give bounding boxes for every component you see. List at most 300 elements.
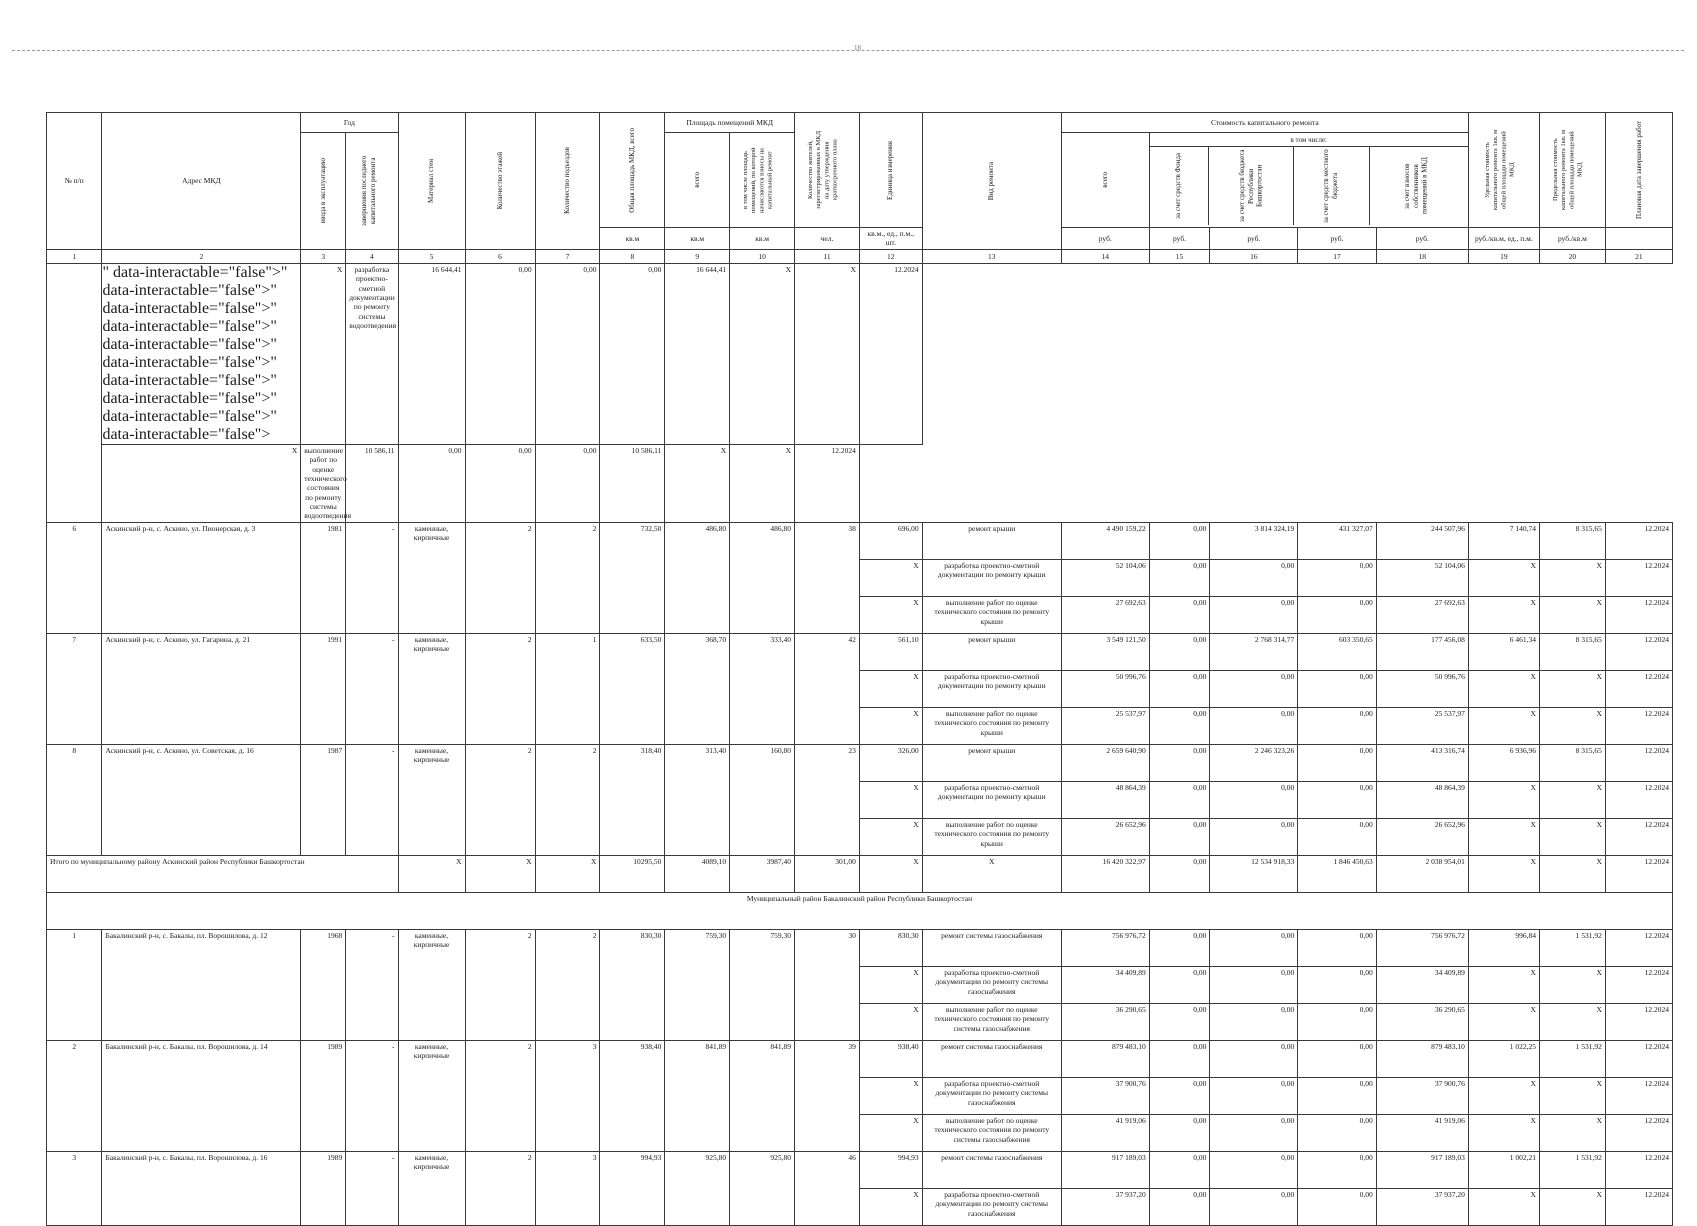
unit-cell: 994,93: [859, 1151, 922, 1188]
col-number: 10: [730, 249, 795, 263]
specific-cost-cell: X: [1468, 818, 1539, 855]
unit-cell: X: [859, 966, 922, 1003]
total-residents: 301,00: [795, 855, 860, 892]
cost-owners-cell: 50 996,76: [1376, 670, 1468, 707]
plan-date-cell: 12.2024: [1605, 781, 1672, 818]
residents-cell: 39: [795, 1040, 860, 1151]
unit-cell: 830,30: [859, 929, 922, 966]
max-cost-cell: X: [795, 263, 860, 444]
cost-local-cell: 0,00: [1298, 1188, 1376, 1225]
cost-fund-cell: 0,00: [1149, 1114, 1210, 1151]
year-cell: 1989: [301, 1040, 346, 1151]
cost-owners-cell: 756 976,72: [1376, 929, 1468, 966]
cost-total-cell: 879 483,10: [1061, 1040, 1149, 1077]
cost-republic-cell: 0,00: [1210, 818, 1298, 855]
table-row: [47, 444, 1673, 522]
unit-cell: X: [859, 1188, 922, 1225]
repair-type-cell: выполнение работ по оценке технического состояния по ремонту системы водоотведения: [301, 444, 346, 522]
max-cost-cell: X: [1539, 670, 1605, 707]
area-all-cell: 313,40: [665, 744, 730, 855]
hdr-repair-type: Вид ремонта: [987, 161, 996, 200]
specific-cost-cell: X: [1468, 1003, 1539, 1040]
last-repair-cell: -: [346, 744, 398, 855]
cost-republic-cell: 0,00: [1210, 596, 1298, 633]
max-cost-cell: X: [1539, 559, 1605, 596]
area-all-cell: 486,80: [665, 522, 730, 633]
cost-owners-cell: 34 409,89: [1376, 966, 1468, 1003]
year-cell: 1968: [301, 929, 346, 1040]
cost-fund-cell: 0,00: [1149, 781, 1210, 818]
address-cell: Бакалинский р-н, с. Бакалы, пл. Ворошилова, д. 14: [102, 1040, 301, 1151]
repair-type-cell: разработка проектно-сметной документации по ремонту системы газоснабжения: [922, 1077, 1061, 1114]
house-number-cell: 7: [47, 633, 102, 744]
cost-fund-cell: 0,00: [1149, 1151, 1210, 1188]
total-date: 12.2024: [1605, 855, 1672, 892]
unit-cell: X: [859, 707, 922, 744]
repair-type-cell: выполнение работ по оценке технического состояния по ремонту системы газоснабжения: [922, 1114, 1061, 1151]
cost-republic-cell: 0,00: [1210, 781, 1298, 818]
cost-republic-cell: 0,00: [1210, 966, 1298, 1003]
cost-total-cell: 25 537,97: [1061, 707, 1149, 744]
specific-cost-cell: X: [1468, 559, 1539, 596]
cost-total-cell: 2 659 640,90: [1061, 744, 1149, 781]
cost-republic-cell: 2 246 323,26: [1210, 744, 1298, 781]
cost-total-cell: 41 919,06: [1061, 1114, 1149, 1151]
hdr-unit-sqm-total: кв.м: [600, 228, 665, 250]
cost-republic-cell: 0,00: [1210, 1114, 1298, 1151]
specific-cost-cell: X: [1468, 707, 1539, 744]
hdr-specific-cost: Удельная стоимость капитального ремонта 1кв. м общей площади помещений МКД: [1483, 129, 1516, 211]
total-republic: 12 534 918,33: [1210, 855, 1298, 892]
cost-fund-cell: 0,00: [1149, 966, 1210, 1003]
cost-owners-cell: 52 104,06: [1376, 559, 1468, 596]
repair-type-cell: разработка проектно-сметной документации по ремонту крыши: [922, 781, 1061, 818]
repair-type-cell: разработка проектно-сметной документации по ремонту системы газоснабжения: [922, 1188, 1061, 1225]
unit-cell: X: [859, 670, 922, 707]
cost-local-cell: 0,00: [1298, 559, 1376, 596]
house-number-cell: 8: [47, 744, 102, 855]
cost-local-cell: 0,00: [535, 444, 600, 522]
material-cell: каменные, кирпичные: [398, 522, 465, 633]
col-number: 11: [795, 249, 860, 263]
cost-total-cell: 27 692,63: [1061, 596, 1149, 633]
total-area-cell: 938,40: [600, 1040, 665, 1151]
unit-cell: 326,00: [859, 744, 922, 781]
cost-local-cell: 0,00: [1298, 1040, 1376, 1077]
plan-date-cell: 12.2024: [1605, 818, 1672, 855]
col-number: 17: [1298, 249, 1376, 263]
specific-cost-cell: 6 936,96: [1468, 744, 1539, 781]
last-repair-cell: -: [346, 929, 398, 1040]
hdr-unit-max: руб./кв.м: [1539, 228, 1605, 250]
cost-total-cell: 26 652,96: [1061, 818, 1149, 855]
cost-fund-cell: 0,00: [1149, 670, 1210, 707]
total-area-cell: 633,50: [600, 633, 665, 744]
total-material: X: [398, 855, 465, 892]
cost-fund-cell: 0,00: [1149, 596, 1210, 633]
year-cell: 1991: [301, 633, 346, 744]
hdr-unit-rub-total: руб.: [1061, 228, 1149, 250]
hdr-entrances: Количество подъездов: [563, 147, 572, 215]
unit-cell: X: [859, 1077, 922, 1114]
total-label: Итого по муниципальному району Аскинский район Республики Башкортостан: [47, 855, 399, 892]
unit-cell: 938,40: [859, 1040, 922, 1077]
repair-type-cell: выполнение работ по оценке технического состояния по ремонту крыши: [922, 818, 1061, 855]
table-row: [47, 522, 1673, 559]
total-entrances: X: [535, 855, 600, 892]
cost-owners-cell: 177 456,08: [1376, 633, 1468, 670]
repair-type-cell: разработка проектно-сметной документации по ремонту крыши: [922, 670, 1061, 707]
entrances-cell: 3: [535, 1040, 600, 1151]
col-number: 9: [665, 249, 730, 263]
table-row: [47, 744, 1673, 781]
specific-cost-cell: 1 002,21: [1468, 1151, 1539, 1188]
cost-republic-cell: 0,00: [465, 444, 535, 522]
cost-total-cell: 756 976,72: [1061, 929, 1149, 966]
cost-total-cell: 917 189,03: [1061, 1151, 1149, 1188]
specific-cost-cell: 996,84: [1468, 929, 1539, 966]
specific-cost-cell: X: [665, 444, 730, 522]
house-number-cell: 2: [47, 1040, 102, 1151]
repair-type-cell: ремонт крыши: [922, 744, 1061, 781]
floors-cell: 2: [465, 929, 535, 1040]
unit-cell: 696,00: [859, 522, 922, 559]
cost-local-cell: 0,00: [1298, 670, 1376, 707]
specific-cost-cell: X: [1468, 1188, 1539, 1225]
repair-type-cell: ремонт системы газоснабжения: [922, 1151, 1061, 1188]
repair-type-cell: ремонт крыши: [922, 522, 1061, 559]
area-residential-cell: 841,89: [730, 1040, 795, 1151]
max-cost-cell: 1 531,92: [1539, 1151, 1605, 1188]
unit-cell: X: [859, 818, 922, 855]
cost-total-cell: 4 490 159,22: [1061, 522, 1149, 559]
house-number-cell: 6: [47, 522, 102, 633]
cost-local-cell: 0,00: [1298, 818, 1376, 855]
address-cell: Бакалинский р-н, с. Бакалы, пл. Ворошилова, д. 16: [102, 1151, 301, 1225]
hdr-year-group: Год: [301, 113, 398, 133]
col-number: 21: [1605, 249, 1672, 263]
cost-owners-cell: 36 290,65: [1376, 1003, 1468, 1040]
residents-cell: 42: [795, 633, 860, 744]
cost-republic-cell: 0,00: [1210, 1188, 1298, 1225]
max-cost-cell: X: [1539, 966, 1605, 1003]
plan-date-cell: 12.2024: [1605, 670, 1672, 707]
hdr-max-cost: Предельная стоимость капитального ремонта 1кв. м общей площади помещений МКД: [1552, 129, 1584, 211]
section-title: Муниципальный район Бакалинский район Республики Башкортостан: [47, 892, 1673, 929]
total-fund: 0,00: [1149, 855, 1210, 892]
hdr-year-commission: ввода в эксплуатацию: [318, 158, 327, 224]
col-number: 19: [1468, 249, 1539, 263]
specific-cost-cell: X: [1468, 1114, 1539, 1151]
cost-local-cell: 0,00: [1298, 929, 1376, 966]
total-local: 1 846 450,63: [1298, 855, 1376, 892]
unit-cell: X: [859, 1003, 922, 1040]
hdr-unit-measure: кв.м., ед., п.м., шт.: [859, 228, 922, 250]
cost-owners-cell: 413 316,74: [1376, 744, 1468, 781]
area-all-cell: 925,80: [665, 1151, 730, 1225]
hdr-area-residential: в том числе площадь помещений, по которой начисляются взносы на капитальный ремонт: [742, 147, 774, 213]
repair-type-cell: ремонт крыши: [922, 633, 1061, 670]
cost-total-cell: 50 996,76: [1061, 670, 1149, 707]
cost-fund-cell: 0,00: [1149, 633, 1210, 670]
cost-owners-cell: 41 919,06: [1376, 1114, 1468, 1151]
max-cost-cell: X: [1539, 596, 1605, 633]
hdr-unit-people: чел.: [795, 228, 860, 250]
total-area-cell: 318,40: [600, 744, 665, 855]
plan-date-cell: 12.2024: [1605, 1077, 1672, 1114]
col-number: 1: [47, 249, 102, 263]
hdr-total-area: Общая площадь МКД, всего: [628, 127, 636, 213]
material-cell: каменные, кирпичные: [398, 633, 465, 744]
cost-total-cell: 36 290,65: [1061, 1003, 1149, 1040]
year-cell: 1987: [301, 744, 346, 855]
total-area-res: 3987,40: [730, 855, 795, 892]
area-residential-cell: 925,80: [730, 1151, 795, 1225]
column-number-row: [47, 249, 1673, 263]
cost-republic-cell: 0,00: [1210, 1040, 1298, 1077]
cost-republic-cell: 0,00: [1210, 1003, 1298, 1040]
cost-republic-cell: 0,00: [1210, 1151, 1298, 1188]
hdr-unit-sqm-res: кв.м: [730, 228, 795, 250]
unit-cell: X: [102, 444, 301, 522]
house-number-cell: 3: [47, 1151, 102, 1225]
col-number: 3: [301, 249, 346, 263]
hdr-unit-rub-owners: руб.: [1376, 228, 1468, 250]
table-header: [47, 113, 1673, 264]
cost-republic-cell: 0,00: [1210, 559, 1298, 596]
page-number: 18: [854, 44, 861, 52]
hdr-num: № п/п: [47, 113, 102, 250]
col-number: 12: [859, 249, 922, 263]
address-cell: Аскинский р-н, с. Аскино, ул. Советская, д. 16: [102, 744, 301, 855]
total-area-cell: 732,50: [600, 522, 665, 633]
table-row: " data-interactable="false">" data-interactable="false">" data-interactable="false">" data-interactable="false">" data-interactable="false">" data-interactable="false">" data-interactable="false">" data-interactable="false">" data-interactable="false">" data-interactable="false">X разработка проектно-сметной документации по ремонту системы водоотведения 16 644,41 0,00 0,00 0,00 16 644,41 X X 12.2024: [47, 263, 1673, 444]
cost-fund-cell: 0,00: [398, 444, 465, 522]
col-number: 13: [922, 249, 1061, 263]
cost-total-cell: 10 586,11: [346, 444, 398, 522]
plan-date-cell: 12.2024: [1605, 707, 1672, 744]
total-max: X: [1539, 855, 1605, 892]
cost-fund-cell: 0,00: [465, 263, 535, 444]
area-residential-cell: 333,40: [730, 633, 795, 744]
cost-owners-cell: 244 507,96: [1376, 522, 1468, 559]
total-unit: X: [859, 855, 922, 892]
cost-total-cell: 52 104,06: [1061, 559, 1149, 596]
area-all-cell: 759,30: [665, 929, 730, 1040]
cost-owners-cell: 48 864,39: [1376, 781, 1468, 818]
year-cell: 1989: [301, 1151, 346, 1225]
section-row: [47, 892, 1673, 929]
max-cost-cell: X: [1539, 781, 1605, 818]
col-number: 2: [102, 249, 301, 263]
floors-cell: 2: [465, 522, 535, 633]
cost-local-cell: 0,00: [1298, 1151, 1376, 1188]
plan-date-cell: 12.2024: [859, 263, 922, 444]
specific-cost-cell: 6 461,34: [1468, 633, 1539, 670]
cost-local-cell: 0,00: [600, 263, 665, 444]
cost-fund-cell: 0,00: [1149, 559, 1210, 596]
cost-total-cell: 16 644,41: [398, 263, 465, 444]
cost-local-cell: 603 350,65: [1298, 633, 1376, 670]
repair-type-cell: выполнение работ по оценке технического состояния по ремонту крыши: [922, 596, 1061, 633]
table-row: [47, 633, 1673, 670]
plan-date-cell: 12.2024: [1605, 966, 1672, 1003]
cost-republic-cell: 0,00: [1210, 707, 1298, 744]
cost-fund-cell: 0,00: [1149, 818, 1210, 855]
cost-owners-cell: 16 644,41: [665, 263, 730, 444]
floors-cell: 2: [465, 1151, 535, 1225]
hdr-cost-local: за счет средств местного бюджета: [1322, 149, 1339, 223]
unit-cell: X: [859, 781, 922, 818]
col-number: 8: [600, 249, 665, 263]
cost-owners-cell: 26 652,96: [1376, 818, 1468, 855]
cost-owners-cell: 25 537,97: [1376, 707, 1468, 744]
hdr-area-all: всего: [692, 172, 701, 188]
cost-local-cell: 0,00: [1298, 966, 1376, 1003]
hdr-area-group: Площадь помещений МКД: [665, 113, 795, 133]
table-row: [47, 1040, 1673, 1077]
cost-total-cell: 34 409,89: [1061, 966, 1149, 1003]
repair-type-cell: ремонт системы газоснабжения: [922, 929, 1061, 966]
repair-type-cell: выполнение работ по оценке технического состояния по ремонту крыши: [922, 707, 1061, 744]
address-cell: Бакалинский р-н, с. Бакалы, пл. Ворошилова, д. 12: [102, 929, 301, 1040]
repair-type-cell: выполнение работ по оценке технического состояния по ремонту системы газоснабжения: [922, 1003, 1061, 1040]
hdr-including: в том числе:: [1150, 135, 1468, 147]
material-cell: каменные, кирпичные: [398, 929, 465, 1040]
col-number: 5: [398, 249, 465, 263]
max-cost-cell: X: [1539, 1003, 1605, 1040]
max-cost-cell: 1 531,92: [1539, 929, 1605, 966]
plan-date-cell: 12.2024: [1605, 596, 1672, 633]
cost-fund-cell: 0,00: [1149, 1188, 1210, 1225]
max-cost-cell: 8 315,65: [1539, 522, 1605, 559]
col-number: 6: [465, 249, 535, 263]
residents-cell: 23: [795, 744, 860, 855]
hdr-cost-group: Стоимость капитального ремонта: [1061, 113, 1468, 133]
specific-cost-cell: X: [1468, 670, 1539, 707]
address-cell: Аскинский р-н, с. Аскино, ул. Гагарина, д. 21: [102, 633, 301, 744]
residents-cell: 46: [795, 1151, 860, 1225]
cost-local-cell: 0,00: [1298, 1003, 1376, 1040]
cost-owners-cell: 879 483,10: [1376, 1040, 1468, 1077]
specific-cost-cell: X: [1468, 966, 1539, 1003]
residents-cell: 38: [795, 522, 860, 633]
hdr-wall-material: Материал стен: [427, 158, 436, 203]
total-floors: X: [465, 855, 535, 892]
unit-cell: 561,10: [859, 633, 922, 670]
max-cost-cell: X: [730, 444, 795, 522]
max-cost-cell: X: [1539, 1188, 1605, 1225]
plan-date-cell: 12.2024: [1605, 744, 1672, 781]
col-number: 15: [1149, 249, 1210, 263]
specific-cost-cell: 1 022,25: [1468, 1040, 1539, 1077]
cost-local-cell: 0,00: [1298, 596, 1376, 633]
hdr-unit: Единица измерения: [886, 140, 895, 200]
specific-cost-cell: X: [730, 263, 795, 444]
cost-republic-cell: 2 768 314,77: [1210, 633, 1298, 670]
cost-fund-cell: 0,00: [1149, 1003, 1210, 1040]
plan-date-cell: 12.2024: [1605, 1188, 1672, 1225]
hdr-residents: Количество жителей, зарегистрированных в МКД на дату утверждения краткосрочного плана: [806, 130, 839, 210]
cost-owners-cell: 37 900,76: [1376, 1077, 1468, 1114]
area-residential-cell: 759,30: [730, 929, 795, 1040]
col-number: 7: [535, 249, 600, 263]
last-repair-cell: -: [346, 633, 398, 744]
cost-republic-cell: 0,00: [535, 263, 600, 444]
table-body: [47, 263, 1673, 1225]
repair-type-cell: разработка проектно-сметной документации по ремонту системы газоснабжения: [922, 966, 1061, 1003]
plan-date-cell: 12.2024: [1605, 929, 1672, 966]
address-cell: Аскинский р-н, с. Аскино, ул. Пионерская, д. 3: [102, 522, 301, 633]
top-rule: [12, 50, 1684, 51]
specific-cost-cell: X: [1468, 1077, 1539, 1114]
table-row: [47, 855, 1673, 892]
plan-date-cell: 12.2024: [1605, 633, 1672, 670]
cost-fund-cell: 0,00: [1149, 929, 1210, 966]
cost-fund-cell: 0,00: [1149, 1077, 1210, 1114]
unit-cell: X: [859, 596, 922, 633]
area-all-cell: 841,89: [665, 1040, 730, 1151]
hdr-floors: Количество этажей: [495, 152, 504, 210]
cost-fund-cell: 0,00: [1149, 1040, 1210, 1077]
total-spec: X: [1468, 855, 1539, 892]
unit-cell: X: [859, 1114, 922, 1151]
max-cost-cell: X: [1539, 707, 1605, 744]
floors-cell: 2: [465, 744, 535, 855]
cost-total-cell: 37 900,76: [1061, 1077, 1149, 1114]
area-residential-cell: 160,80: [730, 744, 795, 855]
hdr-plan-date: Плановая дата завершения работ: [1634, 120, 1643, 220]
unit-cell: X: [859, 559, 922, 596]
hdr-unit-rub-local: руб.: [1298, 228, 1376, 250]
hdr-unit-rub-fund: руб.: [1149, 228, 1210, 250]
last-repair-cell: -: [346, 1151, 398, 1225]
area-residential-cell: 486,80: [730, 522, 795, 633]
repair-type-cell: ремонт системы газоснабжения: [922, 1040, 1061, 1077]
cost-local-cell: 0,00: [1298, 707, 1376, 744]
total-area: 10295,50: [600, 855, 665, 892]
cost-total-cell: 48 864,39: [1061, 781, 1149, 818]
plan-date-cell: 12.2024: [1605, 559, 1672, 596]
cost-owners-cell: 10 586,11: [600, 444, 665, 522]
unit-cell: X: [301, 263, 346, 444]
entrances-cell: 3: [535, 1151, 600, 1225]
floors-cell: 2: [465, 1040, 535, 1151]
entrances-cell: 2: [535, 929, 600, 1040]
max-cost-cell: 8 315,65: [1539, 633, 1605, 670]
plan-date-cell: 12.2024: [1605, 1040, 1672, 1077]
total-repair: X: [922, 855, 1061, 892]
plan-date-cell: 12.2024: [1605, 1151, 1672, 1188]
cost-local-cell: 0,00: [1298, 781, 1376, 818]
entrances-cell: 2: [535, 522, 600, 633]
last-repair-cell: -: [346, 522, 398, 633]
specific-cost-cell: 7 140,74: [1468, 522, 1539, 559]
plan-date-cell: 12.2024: [1605, 522, 1672, 559]
table-row: [47, 1151, 1673, 1188]
max-cost-cell: X: [1539, 818, 1605, 855]
plan-date-cell: 12.2024: [1605, 1114, 1672, 1151]
total-area-all: 4089,10: [665, 855, 730, 892]
material-cell: каменные, кирпичные: [398, 1151, 465, 1225]
col-number: 16: [1210, 249, 1298, 263]
cost-republic-cell: 3 814 324,19: [1210, 522, 1298, 559]
max-cost-cell: 8 315,65: [1539, 744, 1605, 781]
last-repair-cell: -: [346, 1040, 398, 1151]
col-number: 4: [346, 249, 398, 263]
material-cell: каменные, кирпичные: [398, 1040, 465, 1151]
cost-fund-cell: 0,00: [1149, 744, 1210, 781]
